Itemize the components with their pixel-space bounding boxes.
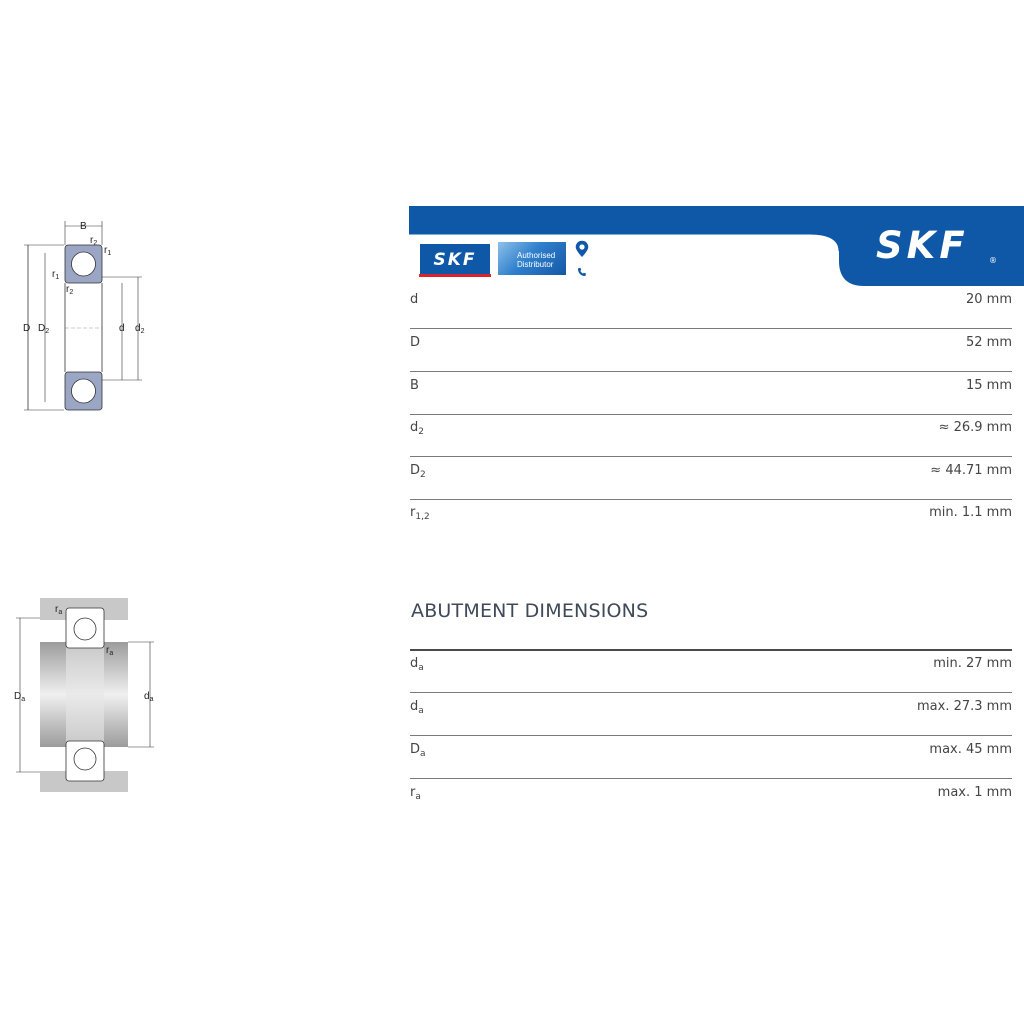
label-d2: $d_2$ <box>135 323 145 335</box>
label-B: B <box>80 221 87 232</box>
authorised-distributor-badge <box>497 241 567 276</box>
registered-mark: ® <box>989 256 997 265</box>
abutment-label: $d_a$ <box>410 656 424 673</box>
phone-text: 090 285 2024 <box>597 266 698 281</box>
phone-icon <box>573 263 591 281</box>
dimension-label: B <box>410 378 419 393</box>
dimension-value: min. 1.1 mm <box>929 505 1012 520</box>
abutment-value: max. 27.3 mm <box>917 699 1012 714</box>
address-text: 16 PHỐ HÀNG CHÁO - HÀ NỘI <box>597 243 813 258</box>
dimension-label: $d_2$ <box>410 420 424 437</box>
abutment-value: min. 27 mm <box>933 656 1012 671</box>
label-Da: $D_a$ <box>14 691 26 703</box>
dimension-row-d2 <box>410 415 1012 457</box>
dimension-row-r12 <box>410 500 1012 542</box>
label-ra-shaft: $r_a$ <box>106 645 114 657</box>
skf-logo-large: SKF <box>876 224 969 267</box>
location-pin-icon <box>572 239 592 261</box>
dimension-value: ≈ 26.9 mm <box>938 420 1012 435</box>
abutment-value: max. 1 mm <box>937 785 1012 800</box>
label-r1-side: $r_1$ <box>52 269 60 281</box>
bearing-cross-section-diagram <box>18 215 158 415</box>
abutment-diagram <box>10 596 160 796</box>
dimension-value: ≈ 44.71 mm <box>930 463 1012 478</box>
dimension-row-D <box>410 330 1012 372</box>
abutment-label: $d_a$ <box>410 699 424 716</box>
dimension-label: $D_2$ <box>410 463 426 480</box>
abutment-row-da-min <box>410 651 1012 693</box>
dimension-label: d <box>410 292 419 307</box>
skf-logo-small: SKF <box>419 243 491 276</box>
label-ra-top: $r_a$ <box>55 604 63 616</box>
dimension-row-D2 <box>410 458 1012 500</box>
abutment-row-Da <box>410 737 1012 779</box>
abutment-label: $D_a$ <box>410 742 426 759</box>
label-da: $d_a$ <box>144 691 154 703</box>
distributor-text: Distributor <box>517 260 554 269</box>
abutment-value: max. 45 mm <box>929 742 1012 757</box>
authorised-text: Authorised <box>517 251 556 260</box>
dimension-value: 15 mm <box>965 378 1012 393</box>
label-D: D <box>23 323 31 334</box>
label-D2: $D_2$ <box>38 323 50 335</box>
dimension-row-d <box>410 287 1012 329</box>
label-r1-top: $r_1$ <box>104 245 112 257</box>
dimension-row-B <box>410 373 1012 415</box>
skf-logo-red-bar <box>419 274 491 277</box>
dimension-value: 20 mm <box>965 292 1012 307</box>
label-d: d <box>119 323 125 334</box>
abutment-section-title: ABUTMENT DIMENSIONS <box>411 600 649 622</box>
dimension-label: D <box>410 335 421 350</box>
label-r2-top: $r_2$ <box>90 235 98 247</box>
abutment-row-da-max <box>410 694 1012 736</box>
dimension-label: $r_{1,2}$ <box>410 505 430 522</box>
dimension-value: 52 mm <box>965 335 1012 350</box>
abutment-row-ra <box>410 780 1012 822</box>
label-r2-side: $r_2$ <box>66 284 74 296</box>
distributor-banner <box>409 206 1024 286</box>
abutment-label: $r_a$ <box>410 785 421 802</box>
